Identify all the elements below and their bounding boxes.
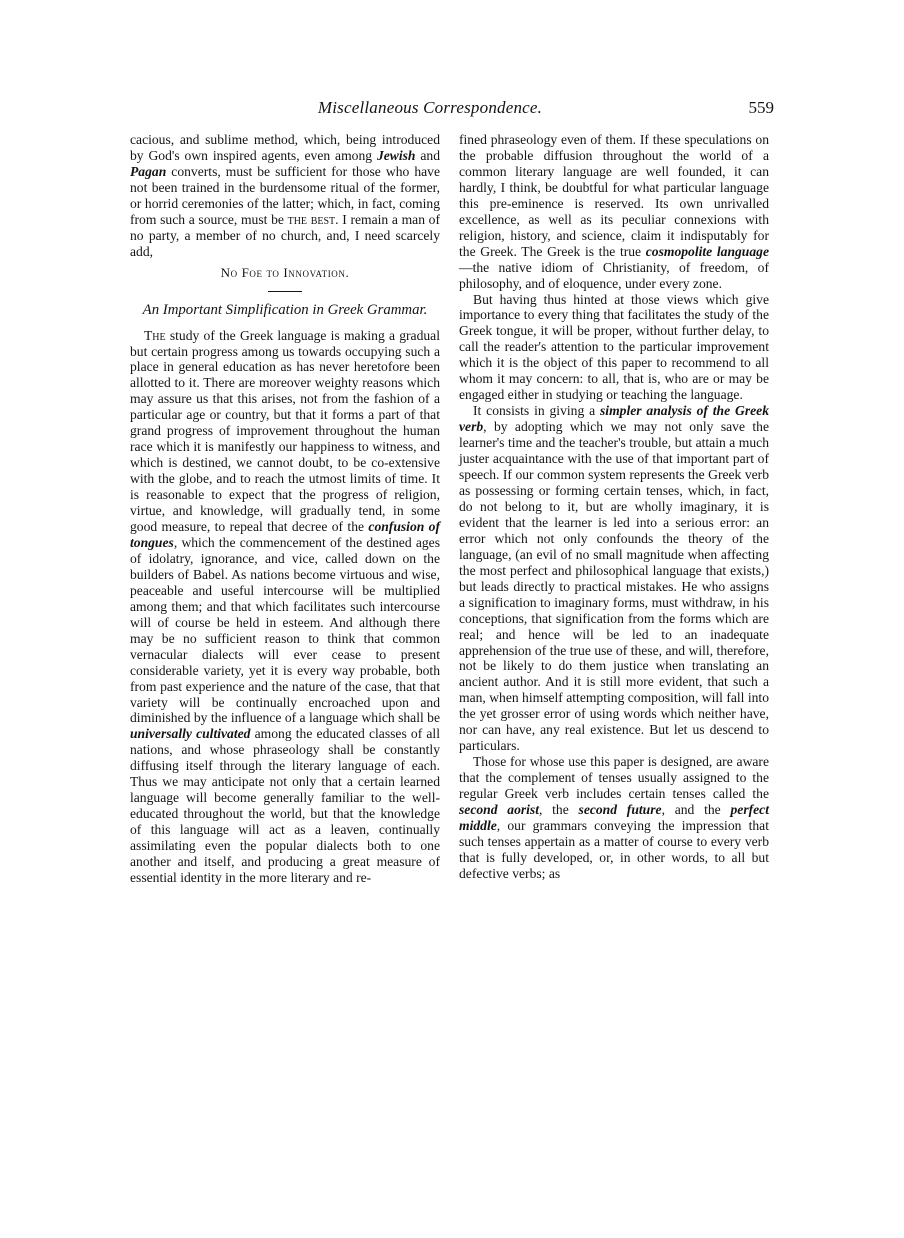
emphasis-simpler-analysis: simpler analysis of the Greek verb <box>459 403 769 435</box>
article-paragraph-4 <box>459 754 769 882</box>
text-run: —the native idiom of Christianity, of freedom, of philosophy, and of eloquence, under every zone. <box>459 259 769 291</box>
running-title: Miscellaneous Correspondence. <box>317 98 543 117</box>
emphasis-jewish: Jewish <box>376 147 416 163</box>
emphasis-second-aorist: second aorist <box>459 802 539 818</box>
left-column <box>130 132 440 886</box>
article-paragraph-1 <box>130 328 440 886</box>
letter-closing-paragraph <box>130 132 440 260</box>
article-paragraph-3 <box>459 403 769 754</box>
emphasis-confusion-of-tongues: confusion of tongues <box>130 519 441 550</box>
article-paragraph-2: But having thus hinted at those views which give importance to every thing that facilitates the study of the Greek tongue, it will be proper, without further delay, to call the reader's attention to the particular improvement which it is the object of this paper to recommend to all whom it may concern: to all, that is, who are or may be engaged either in studying or teaching the language. <box>459 291 769 403</box>
text-run: and <box>415 147 440 163</box>
text-run: cacious, and sublime method, which, being introduced by God's own inspired agents, even among <box>130 132 440 163</box>
paragraph-lead-word: The <box>144 327 166 343</box>
letter-signature: No Foe to Innovation. <box>220 264 350 280</box>
text-run: . I remain a man of no party, a member of no church, and, I need scarcely add, <box>130 211 440 259</box>
emphasis-the-best: the best <box>287 211 336 227</box>
article-title: An Important Simplification in Greek Grammar. <box>142 301 428 318</box>
text-run: , and the <box>661 802 731 818</box>
text-run: It consists in giving a <box>473 403 601 419</box>
right-column <box>459 132 769 882</box>
text-run: , which the commencement of the destined ages of idolatry, ignorance, and vice, called down on the builders of Babel. As nations become virtuous and wise, peaceable and useful intercourse will be multiplied among them; and that which facilitates such intercourse will of course be held in esteem. And although there may be no sufficient reason to think that common vernacular dialects will ever cease to present considerable variety, yet it is every way probable, both from past experience and the nature of the case, that that variety will be continually encroached upon and diminished by the influence of a language which shall be <box>130 534 440 726</box>
emphasis-second-future: second future <box>578 802 662 818</box>
text-run: , by adopting which we may not only save the learner's time and the teacher's trouble, but attain a much juster acquaintance with the use of that important part of speech. If our common system represents the Greek verb as possessing or forming certain tenses, which, in fact, do not belong to it, but are wholly imaginary, it is evident that the learner is led into a serious error: an error which not only confounds the theory of the language, (an evil of no small magnitude when affecting the most perfect and philosophical language that exists,) but leads directly to practical mistakes. He who assigns a signification to imaginary forms, must withdraw, in his conceptions, that signification from the forms which are real; and hence will be led to an inadequate apprehension of the true use of these, and will, therefore, not be likely to do them justice when translating an ancient author. And it is still more evident, that such a man, when himself attempting composition, will fall into the yet grosser error of using words which neither have, nor can have, any real existence. But let us descend to particulars. <box>459 419 769 754</box>
emphasis-universally-cultivated: universally cultivated <box>130 726 251 742</box>
section-divider <box>268 291 302 292</box>
text-run: converts, must be sufficient for those who have not been trained in the burdensome ritual of the former, or horrid ceremonies of the latter; which, in fact, coming from such a source, must be <box>130 163 440 227</box>
emphasis-pagan: Pagan <box>130 163 167 179</box>
emphasis-cosmopolite-language: cosmopolite language <box>645 243 769 259</box>
text-run: fined phraseology even of them. If these speculations on the probable diffusion throughout the world of a common literary language are well founded, it can hardly, I think, be doubtful for what particular language this pre-eminence is reserved. Its own unrivalled excellence, as well as its peculiar connexions with religion, history, and science, claim it indisputably for the Greek. The Greek is the true <box>459 132 769 259</box>
emphasis-perfect-middle: perfect middle <box>459 802 769 833</box>
text-run: Those for whose use this paper is designed, are aware that the complement of tenses usually assigned to the regular Greek verb includes certain tenses called the <box>459 754 769 802</box>
text-run: among the educated classes of all nations, and whose phraseology shall be constantly diffusing itself through the literary language of each. Thus we may anticipate not only that a certain learned language will become generally familiar to the well-educated throughout the world, but that the knowledge of this language will act as a leaven, continually assimilating even the popular dialects both to one another and itself, and producing a great measure of essential identity in the more literary and re- <box>130 726 440 885</box>
text-run: study of the Greek language is making a gradual but certain progress among us towards occupying such a place in general education as has never heretofore been allotted to it. There are moreover weighty reasons which may assure us that this arises, not from the fashion of a particular age or country, but that it forms a part of that grand progress of improvement throughout the human race which it is manifestly our happiness to witness, and which is destined, we cannot doubt, to be co-extensive with the globe, and to reach the utmost limits of time. It is reasonable to expect that the progress of religion, virtue, and knowledge, will gradually tend, in some good measure, to repeal that decree of the <box>130 327 440 535</box>
page-number: 559 <box>748 98 774 117</box>
text-run: , our grammars conveying the impression that such tenses appertain as a matter of course to every verb that is fully developed, or, in other words, to all but defective verbs; as <box>459 817 769 881</box>
running-head <box>130 98 780 124</box>
article-paragraph-1-continued <box>459 132 769 292</box>
text-run: , the <box>539 802 579 818</box>
